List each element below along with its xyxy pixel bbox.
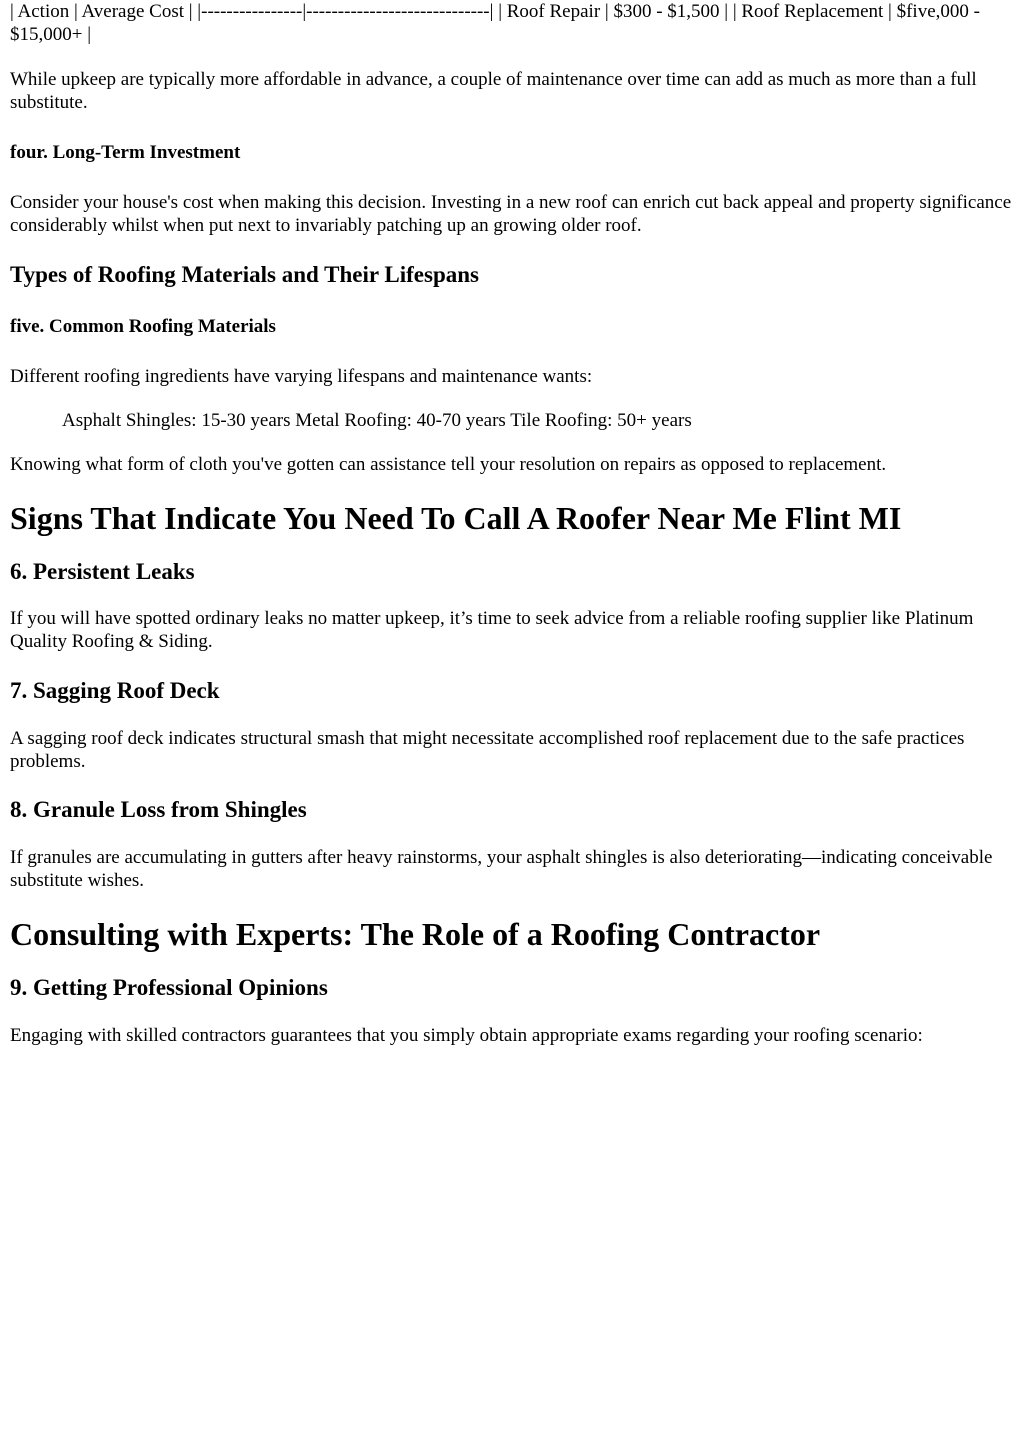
materials-lifespan-quote: Asphalt Shingles: 15-30 years Metal Roofing: 40-70 years Tile Roofing: 50+ years <box>62 410 692 431</box>
heading-granule-loss: 8. Granule Loss from Shingles <box>10 797 307 822</box>
heading-persistent-leaks: 6. Persistent Leaks <box>10 559 195 584</box>
heading-sagging-roof-deck: 7. Sagging Roof Deck <box>10 678 220 703</box>
heading-consulting-experts: Consulting with Experts: The Role of a Roofing Contractor <box>10 916 821 952</box>
heading-common-materials: five. Common Roofing Materials <box>10 316 276 337</box>
paragraph-engaging: Engaging with skilled contractors guarantees that you simply obtain appropriate exams regarding your roofing scenario: <box>10 1025 923 1046</box>
paragraph-leaks: If you will have spotted ordinary leaks no matter upkeep, it’s time to seek advice from a reliable roofing supplier like Platinum Quality Roofing & Siding. <box>10 608 974 652</box>
cost-table-text: | Action | Average Cost | |----------------|-----------------------------| | Roof Repair | $300 - $1,500 | | Roof Replacement | $five,000 - $15,000+ | <box>10 1 980 45</box>
heading-professional-opinions: 9. Getting Professional Opinions <box>10 975 328 1000</box>
paragraph-long-term: Consider your house's cost when making this decision. Investing in a new roof can enrich cut back appeal and property significance considerably whilst when put next to invariably patching up an growing older roof. <box>10 192 1012 236</box>
heading-long-term-investment: four. Long-Term Investment <box>10 142 241 163</box>
paragraph-different-materials: Different roofing ingredients have varying lifespans and maintenance wants: <box>10 366 593 387</box>
paragraph-upkeep: While upkeep are typically more affordable in advance, a couple of maintenance over time can add as much as more than a full substitute. <box>10 69 977 113</box>
paragraph-sagging: A sagging roof deck indicates structural smash that might necessitate accomplished roof replacement due to the safe practices problems. <box>10 728 965 772</box>
heading-signs-call-roofer: Signs That Indicate You Need To Call A Roofer Near Me Flint MI <box>10 500 902 536</box>
paragraph-granule: If granules are accumulating in gutters after heavy rainstorms, your asphalt shingles is also deteriorating—indicating conceivable substitute wishes. <box>10 847 993 891</box>
heading-types-of-materials: Types of Roofing Materials and Their Lifespans <box>10 262 479 287</box>
paragraph-knowing: Knowing what form of cloth you've gotten can assistance tell your resolution on repairs as opposed to replacement. <box>10 454 887 475</box>
